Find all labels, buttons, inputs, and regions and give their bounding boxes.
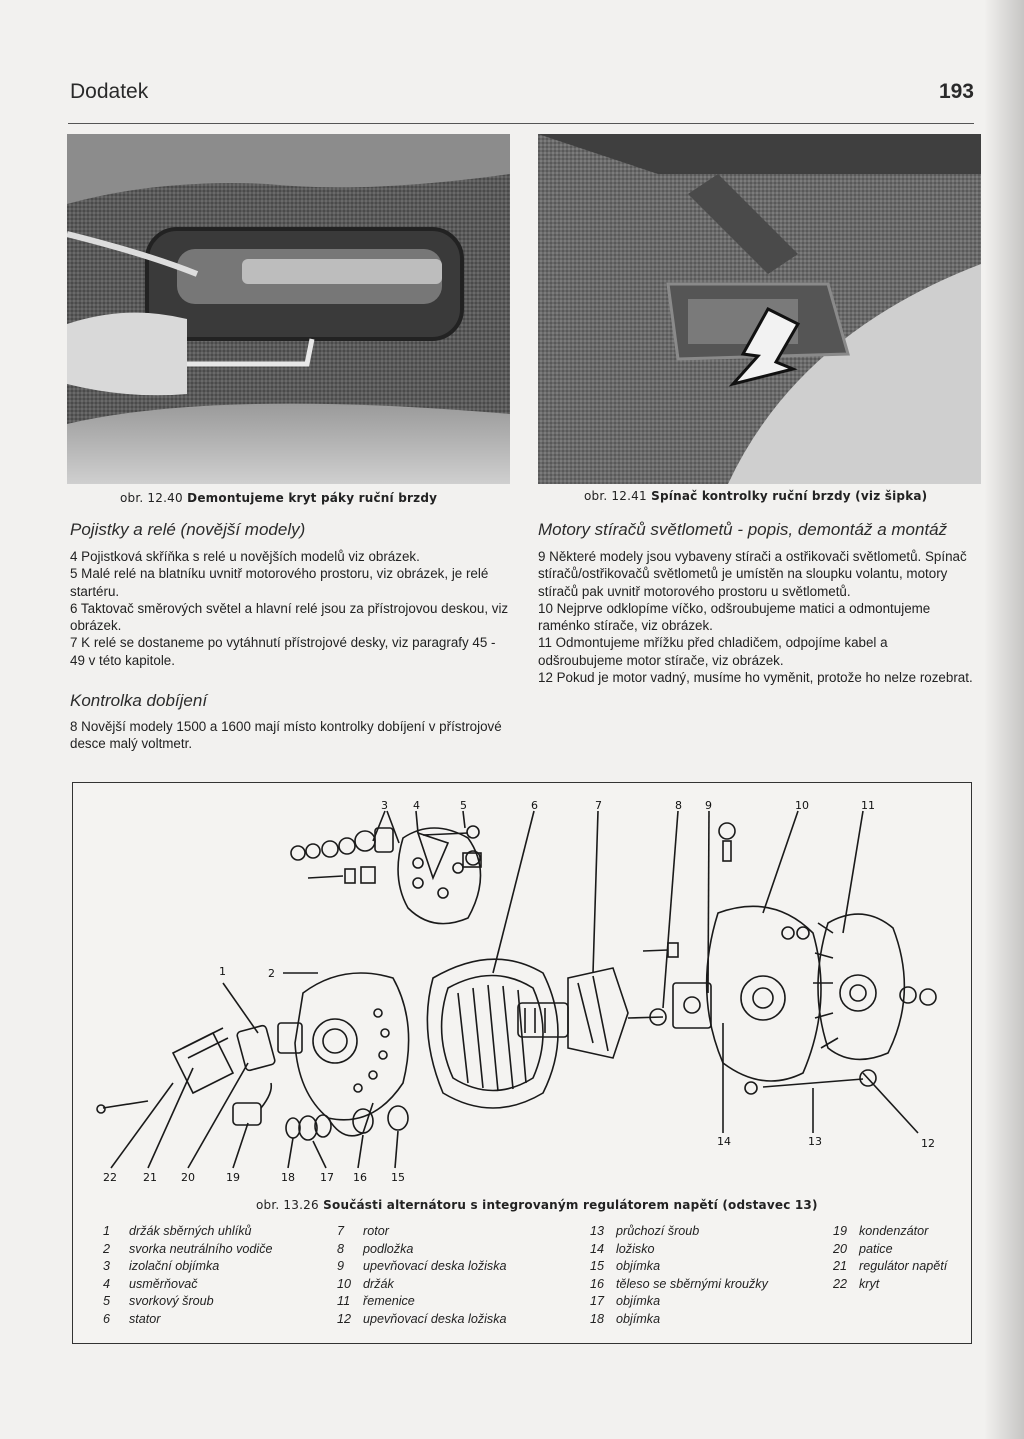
paragraph: 6 Taktovač směrových světel a hlavní relé jsou za přístrojovou deskou, viz obrázek.: [70, 600, 509, 634]
caption-text: Spínač kontrolky ruční brzdy (viz šipka): [651, 489, 928, 503]
legend-text: izolační objímka: [129, 1259, 220, 1274]
callout-14: 14: [717, 1135, 731, 1148]
legend-text: regulátor napětí: [859, 1259, 948, 1274]
callout-3: 3: [381, 799, 388, 812]
legend-item: [590, 1293, 768, 1311]
legend-number: 20: [833, 1241, 848, 1256]
callout-6: 6: [531, 799, 538, 812]
heading-fuses-relays: Pojistky a relé (novější modely): [70, 520, 306, 539]
legend-text: patice: [859, 1241, 893, 1256]
legend-text: objímka: [616, 1311, 661, 1326]
paragraph: 5 Malé relé na blatníku uvnitř motorového prostoru, viz obrázek, je relé startéru.: [70, 566, 489, 599]
legend-text: stator: [129, 1311, 161, 1326]
callout-9: 9: [705, 799, 712, 812]
legend-number: 16: [590, 1276, 605, 1291]
caption-fig-12-41: [584, 489, 927, 503]
paragraph: 7 K relé se dostaneme po vytáhnutí přístrojové desky, viz paragrafy 45 - 49 v této kapitole.: [70, 635, 496, 668]
legend-column-3: [590, 1223, 768, 1329]
legend-number: 10: [337, 1276, 352, 1291]
legend-text: svorkový šroub: [129, 1294, 214, 1309]
legend-text: usměrňovač: [129, 1276, 198, 1291]
legend-text: svorka neutrálního vodiče: [129, 1241, 273, 1256]
legend-text: průchozí šroub: [616, 1224, 700, 1238]
callout-4: 4: [413, 799, 420, 812]
paragraph: 9 Některé modely jsou vybaveny stírači a ostřikovači světlometů. Spínač stíračů/ostřikovačů světlometů je umístěn na sloupku volantu, motory stíračů pak uvnitř motorového prostoru u světlometů.: [538, 549, 967, 599]
running-head: Dodatek: [70, 80, 149, 103]
legend-number: 8: [337, 1241, 345, 1256]
caption-number: obr. 12.41: [584, 489, 647, 503]
legend-number: 2: [103, 1241, 111, 1256]
header-rule: [68, 123, 974, 124]
callout-17: 17: [320, 1171, 334, 1184]
paragraph: 11 Odmontujeme mřížku před chladičem, odpojíme kabel a odšroubujeme motor stírače, viz obrázek.: [538, 635, 888, 668]
legend-number: 18: [590, 1311, 605, 1326]
legend-number: 12: [337, 1311, 352, 1326]
callout-2: 2: [268, 967, 275, 980]
caption-text: Součásti alternátoru s integrovaným regulátorem napětí (odstavec 13): [323, 1198, 818, 1212]
legend-number: 14: [590, 1241, 605, 1256]
callout-19: 19: [226, 1171, 240, 1184]
heading-headlight-wipers: Motory stíračů světlometů - popis, demontáž a montáž: [538, 520, 948, 539]
legend-column-2: [337, 1223, 507, 1329]
legend-text: kondenzátor: [859, 1224, 929, 1238]
legend-text: řemenice: [363, 1294, 415, 1309]
callout-10: 10: [795, 799, 809, 812]
callout-22: 22: [103, 1171, 117, 1184]
paragraph: 8 Novější modely 1500 a 1600 mají místo kontrolky dobíjení v přístrojové desce malý voltmetr.: [70, 719, 502, 752]
legend-item: [590, 1223, 768, 1241]
legend-item: [590, 1311, 768, 1329]
legend-number: 21: [833, 1259, 848, 1274]
legend-number: 15: [590, 1259, 605, 1274]
legend-text: kryt: [859, 1276, 880, 1291]
legend-number: 4: [103, 1276, 111, 1291]
legend-text: upevňovací deska ložiska: [363, 1259, 507, 1274]
legend-item: [337, 1223, 507, 1241]
legend-number: 19: [833, 1224, 848, 1238]
legend-number: 9: [337, 1259, 345, 1274]
legend-number: 5: [103, 1294, 111, 1309]
legend-item: [103, 1258, 273, 1276]
legend-item: [590, 1276, 768, 1294]
page-edge-shadow: [984, 0, 1024, 1439]
legend-column-4: [833, 1223, 947, 1293]
legend-number: 6: [103, 1311, 111, 1326]
caption-text: Demontujeme kryt páky ruční brzdy: [187, 491, 438, 505]
legend-text: upevňovací deska ložiska: [363, 1311, 507, 1326]
photo-handbrake-switch: [538, 134, 981, 484]
paragraph: 4 Pojistková skříňka s relé u novějších modelů viz obrázek.: [70, 549, 420, 564]
callout-12: 12: [921, 1137, 935, 1150]
callout-11: 11: [861, 799, 875, 812]
legend-column-1: [103, 1223, 273, 1329]
paragraph: 10 Nejprve odklopíme víčko, odšroubujeme matici a odmontujeme raménko stírače, viz obrázek.: [538, 600, 931, 634]
legend-item: [337, 1276, 507, 1294]
legend-text: podložka: [363, 1241, 414, 1256]
legend-item: [337, 1241, 507, 1259]
text-charging-light: [70, 718, 510, 753]
legend-text: rotor: [363, 1224, 389, 1238]
legend-item: [590, 1258, 768, 1276]
legend-number: 11: [337, 1294, 351, 1309]
legend-item: [337, 1258, 507, 1276]
legend-number: 22: [833, 1276, 848, 1291]
legend-number: 7: [337, 1224, 345, 1238]
caption-fig-13-26: [256, 1198, 818, 1212]
callout-16: 16: [353, 1171, 367, 1184]
legend-text: držák: [363, 1276, 394, 1291]
callout-15: 15: [391, 1171, 405, 1184]
legend-text: těleso se sběrnými kroužky: [616, 1276, 768, 1291]
caption-number: obr. 13.26: [256, 1198, 319, 1212]
legend-number: 17: [590, 1294, 605, 1309]
legend-item: [833, 1258, 947, 1276]
callout-21: 21: [143, 1171, 157, 1184]
heading-charging-light: Kontrolka dobíjení: [70, 691, 208, 710]
legend-item: [103, 1223, 273, 1241]
callout-13: 13: [808, 1135, 822, 1148]
legend-item: [833, 1241, 947, 1259]
callout-7: 7: [595, 799, 602, 812]
legend-text: objímka: [616, 1294, 661, 1309]
legend-text: držák sběrných uhlíků: [129, 1224, 252, 1238]
callout-1: 1: [219, 965, 226, 978]
callout-20: 20: [181, 1171, 195, 1184]
paragraph: 12 Pokud je motor vadný, musíme ho vyměnit, protože ho nelze rozebrat.: [538, 670, 973, 686]
legend-item: [103, 1293, 273, 1311]
legend-item: [337, 1311, 507, 1329]
text-fuses-relays: [70, 548, 510, 669]
alternator-diagram: [73, 783, 971, 1193]
legend-text: objímka: [616, 1259, 661, 1274]
legend-text: ložisko: [616, 1241, 655, 1256]
text-headlight-wipers: [538, 548, 975, 686]
caption-number: obr. 12.40: [120, 491, 183, 505]
legend-number: 13: [590, 1224, 605, 1238]
callout-8: 8: [675, 799, 682, 812]
legend-number: 3: [103, 1259, 111, 1274]
legend-item: [103, 1241, 273, 1259]
legend-item: [103, 1311, 273, 1329]
legend-item: [833, 1223, 947, 1241]
callout-18: 18: [281, 1171, 295, 1184]
legend-item: [590, 1241, 768, 1259]
legend-item: [103, 1276, 273, 1294]
legend-number: 1: [103, 1224, 111, 1238]
legend-item: [833, 1276, 947, 1294]
page-number: 193: [938, 80, 974, 103]
photo-handbrake-cover: [67, 134, 510, 484]
caption-fig-12-40: [120, 491, 437, 505]
legend-item: [337, 1293, 507, 1311]
callout-5: 5: [460, 799, 467, 812]
